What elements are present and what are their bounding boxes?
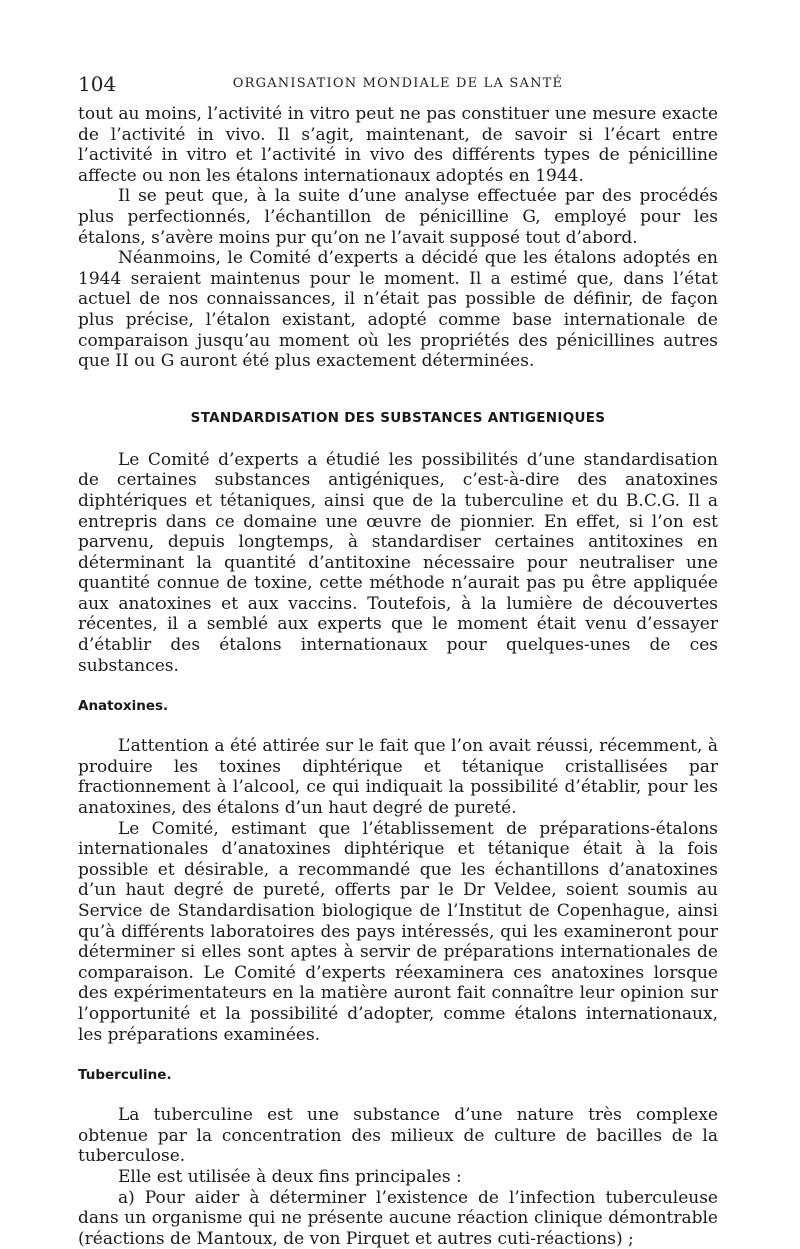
paragraph-continuation: tout au moins, l’activité in vitro peut ne pas constituer une mesure exacte de l’activité in vivo. Il s’agit, maintenant, de savoir si l’écart entre l’activité in vitro et l’activité in vivo des différents types de pénicilline affecte ou non les étalons internationaux adoptés en 1944. <box>78 104 718 186</box>
subsection-heading-tuberculine: Tuberculine. <box>78 1067 172 1084</box>
page-number: 104 <box>78 72 117 96</box>
paragraph-penicillin-purity: Il se peut que, à la suite d’une analyse effectuée par des procédés plus perfectionnés, l’échantillon de pénicilline G, employé pour les étalons, s’avère moins pur qu’on ne l’avait supposé tout d’abord. <box>78 186 718 248</box>
paragraph-anatoxines-1: L’attention a été attirée sur le fait que l’on avait réussi, récemment, à produire les toxines diphtérique et tétanique cristallisées par fractionnement à l’alcool, ce qui indiquait la possibilité d’établir, pour les anatoxines, des étalons d’un haut degré de pureté. <box>78 736 718 819</box>
running-title: ORGANISATION MONDIALE DE LA SANTÉ <box>232 76 564 91</box>
paragraph-antigenic-intro: Le Comité d’experts a étudié les possibilités d’une standardisation de certaines substances antigéniques, c’est-à-dire des anatoxines diphtériques et tétaniques, ainsi que de la tuberculine et du B.C.G. Il a entrepris dans ce domaine une œuvre de pionnier. En effet, si l’on est parvenu, depuis longtemps, à standardiser certaines antitoxines en déterminant la quantité d’antitoxine nécessaire pour neutraliser une quantité connue de toxine, cette méthode n’aurait pas pu être appliquée aux anatoxines et aux vaccins. Toutefois, à la lumière de découvertes récentes, il a semblé aux experts que le moment était venu d’essayer d’établir des étalons internationaux pour quelques-unes de ces substances. <box>78 449 718 676</box>
section-heading-antigenic: STANDARDISATION DES SUBSTANCES ANTIGENIQUES <box>190 409 606 426</box>
paragraph-tuberculine-2: Elle est utilisée à deux fins principales : <box>118 1166 462 1187</box>
running-head <box>78 70 718 98</box>
paragraph-tuberculine-3: a) Pour aider à déterminer l’existence de l’infection tuberculeuse dans un organisme qui ne présente aucune réaction clinique démontrable (réactions de Mantoux, de von Pirquet et autres cuti-réactions) ; <box>78 1187 718 1249</box>
paragraph-standards-maintained: Néanmoins, le Comité d’experts a décidé que les étalons adoptés en 1944 seraient maintenus pour le moment. Il a estimé que, dans l’état actuel de nos connaissances, il n’était pas possible de définir, de façon plus précise, l’étalon existant, adopté comme base internationale de comparaison jusqu’au moment où les propriétés des pénicillines autres que II ou G auront été plus exactement déterminées. <box>78 248 718 372</box>
paragraph-tuberculine-1: La tuberculine est une substance d’une nature très complexe obtenue par la concentration des milieux de culture de bacilles de la tuberculose. <box>78 1105 718 1167</box>
subsection-heading-anatoxines: Anatoxines. <box>78 698 169 715</box>
paragraph-anatoxines-2: Le Comité, estimant que l’établissement de préparations-étalons internationales d’anatoxines diphtérique et tétanique était à la fois possible et désirable, a recommandé que les échantillons d’anatoxines d’un haut degré de pureté, offerts par le Dr Veldee, soient soumis au Service de Standardisation biologique de l’Institut de Copenhague, ainsi qu’à différents laboratoires des pays intéressés, qui les examineront pour déterminer si elles sont aptes à servir de préparations internationales de comparaison. Le Comité d’experts réexaminera ces anatoxines lorsque des expérimentateurs en la matière auront fait connaître leur opinion sur l’opportunité et la possibilité d’adopter, comme étalons internationaux, les préparations examinées. <box>78 818 718 1045</box>
document-page <box>78 70 718 1249</box>
